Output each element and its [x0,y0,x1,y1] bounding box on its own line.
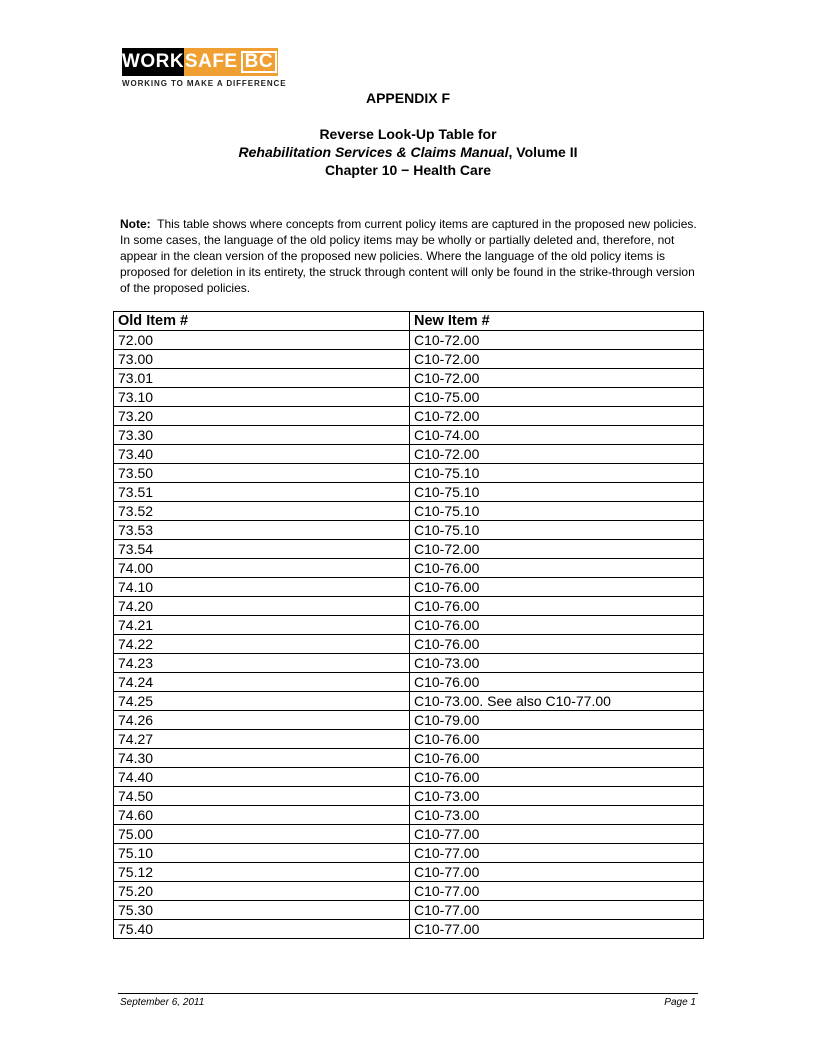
new-item-cell: C10-73.00 [410,787,704,806]
table-row [114,388,704,407]
table-row [114,882,704,901]
new-item-cell: C10-76.00 [410,578,704,597]
new-item-cell: C10-72.00 [410,407,704,426]
footer-rule [118,993,698,994]
table-row [114,578,704,597]
old-item-cell: 74.24 [114,673,410,692]
new-item-cell: C10-76.00 [410,559,704,578]
table-row [114,692,704,711]
table-row [114,502,704,521]
footer-date: September 6, 2011 [120,997,205,1008]
old-item-cell: 74.20 [114,597,410,616]
new-item-cell: C10-77.00 [410,825,704,844]
old-item-cell: 74.23 [114,654,410,673]
new-item-cell: C10-76.00 [410,768,704,787]
new-item-cell: C10-76.00 [410,673,704,692]
table-row [114,407,704,426]
old-item-cell: 73.54 [114,540,410,559]
new-item-cell: C10-75.00 [410,388,704,407]
new-item-cell: C10-76.00 [410,730,704,749]
old-item-cell: 74.00 [114,559,410,578]
new-item-cell: C10-73.00 [410,806,704,825]
new-item-cell: C10-72.00 [410,445,704,464]
old-item-cell: 75.12 [114,863,410,882]
old-item-cell: 73.53 [114,521,410,540]
old-item-cell: 75.30 [114,901,410,920]
table-row [114,559,704,578]
new-item-cell: C10-75.10 [410,502,704,521]
new-item-cell: C10-72.00 [410,540,704,559]
new-item-cell: C10-75.10 [410,483,704,502]
appendix-heading: APPENDIX F [365,90,450,106]
table-row [114,825,704,844]
table-row [114,483,704,502]
old-item-cell: 73.30 [114,426,410,445]
old-item-cell: 74.60 [114,806,410,825]
old-item-cell: 74.40 [114,768,410,787]
table-row [114,331,704,350]
logo-tagline: WORKING TO MAKE A DIFFERENCE [122,79,287,88]
new-item-cell: C10-76.00 [410,635,704,654]
footer-page-number: Page 1 [664,997,696,1008]
new-item-cell: C10-72.00 [410,331,704,350]
new-item-cell: C10-72.00 [410,369,704,388]
new-item-cell: C10-77.00 [410,920,704,939]
old-item-cell: 74.25 [114,692,410,711]
old-item-cell: 73.00 [114,350,410,369]
old-item-cell: 73.01 [114,369,410,388]
table-row [114,787,704,806]
new-item-cell: C10-76.00 [410,616,704,635]
logo-mark [122,48,278,76]
old-item-cell: 73.50 [114,464,410,483]
new-item-cell: C10-73.00. See also C10-77.00 [410,692,704,711]
table-row [114,540,704,559]
table-row [114,806,704,825]
old-item-cell: 74.21 [114,616,410,635]
old-item-cell: 74.26 [114,711,410,730]
table-row [114,464,704,483]
new-item-cell: C10-73.00 [410,654,704,673]
table-row [114,521,704,540]
old-item-cell: 72.00 [114,331,410,350]
table-row [114,768,704,787]
new-item-cell: C10-77.00 [410,901,704,920]
old-item-cell: 74.27 [114,730,410,749]
logo-work-text: WORK [122,48,184,76]
old-item-cell: 74.22 [114,635,410,654]
logo-safe-block [184,48,278,76]
title-line-1: Reverse Look-Up Table for [319,126,497,142]
table-header-row [114,312,704,331]
table-row [114,616,704,635]
table-row [114,350,704,369]
old-item-cell: 74.50 [114,787,410,806]
table-row [114,920,704,939]
old-item-cell: 73.20 [114,407,410,426]
table-row [114,654,704,673]
old-item-cell: 73.52 [114,502,410,521]
worksafebc-logo [122,48,286,88]
table-row [114,863,704,882]
volume-label: , Volume II [508,144,578,160]
table-row [114,597,704,616]
table-row [114,369,704,388]
table-row [114,749,704,768]
new-item-cell: C10-76.00 [410,597,704,616]
logo-safe-text: SAFE [184,51,238,72]
old-item-cell: 75.10 [114,844,410,863]
old-item-cell: 74.10 [114,578,410,597]
table-row [114,635,704,654]
table-row [114,445,704,464]
reverse-lookup-table [113,311,704,939]
table-row [114,673,704,692]
table-row [114,711,704,730]
table-row [114,426,704,445]
new-item-cell: C10-77.00 [410,844,704,863]
old-item-cell: 73.10 [114,388,410,407]
title-line-3: Chapter 10 − Health Care [324,162,492,178]
old-item-cell: 73.51 [114,483,410,502]
new-item-cell: C10-79.00 [410,711,704,730]
old-item-cell: 75.00 [114,825,410,844]
table-row [114,730,704,749]
header-old-item: Old Item # [114,312,410,331]
new-item-cell: C10-72.00 [410,350,704,369]
table-row [114,844,704,863]
old-item-cell: 75.40 [114,920,410,939]
new-item-cell: C10-77.00 [410,863,704,882]
new-item-cell: C10-77.00 [410,882,704,901]
new-item-cell: C10-75.10 [410,521,704,540]
title-line-2 [0,144,816,160]
logo-bc-text: BC [241,51,277,73]
old-item-cell: 73.40 [114,445,410,464]
note-paragraph [120,216,700,296]
note-label: Note: [120,217,151,231]
new-item-cell: C10-74.00 [410,426,704,445]
new-item-cell: C10-76.00 [410,749,704,768]
old-item-cell: 75.20 [114,882,410,901]
new-item-cell: C10-75.10 [410,464,704,483]
manual-name: Rehabilitation Services & Claims Manual [238,144,509,160]
old-item-cell: 74.30 [114,749,410,768]
header-new-item: New Item # [410,312,704,331]
table-row [114,901,704,920]
note-text: This table shows where concepts from current policy items are captured in the proposed new policies. In some cases, the language of the old policy items may be wholly or partially deleted and, therefore, not appear in the clean version of the proposed new policies. Where the language of the old policy items is proposed for deletion in its entirety, the struck through content will only be found in the strike-through version of the proposed policies. [120,217,697,295]
